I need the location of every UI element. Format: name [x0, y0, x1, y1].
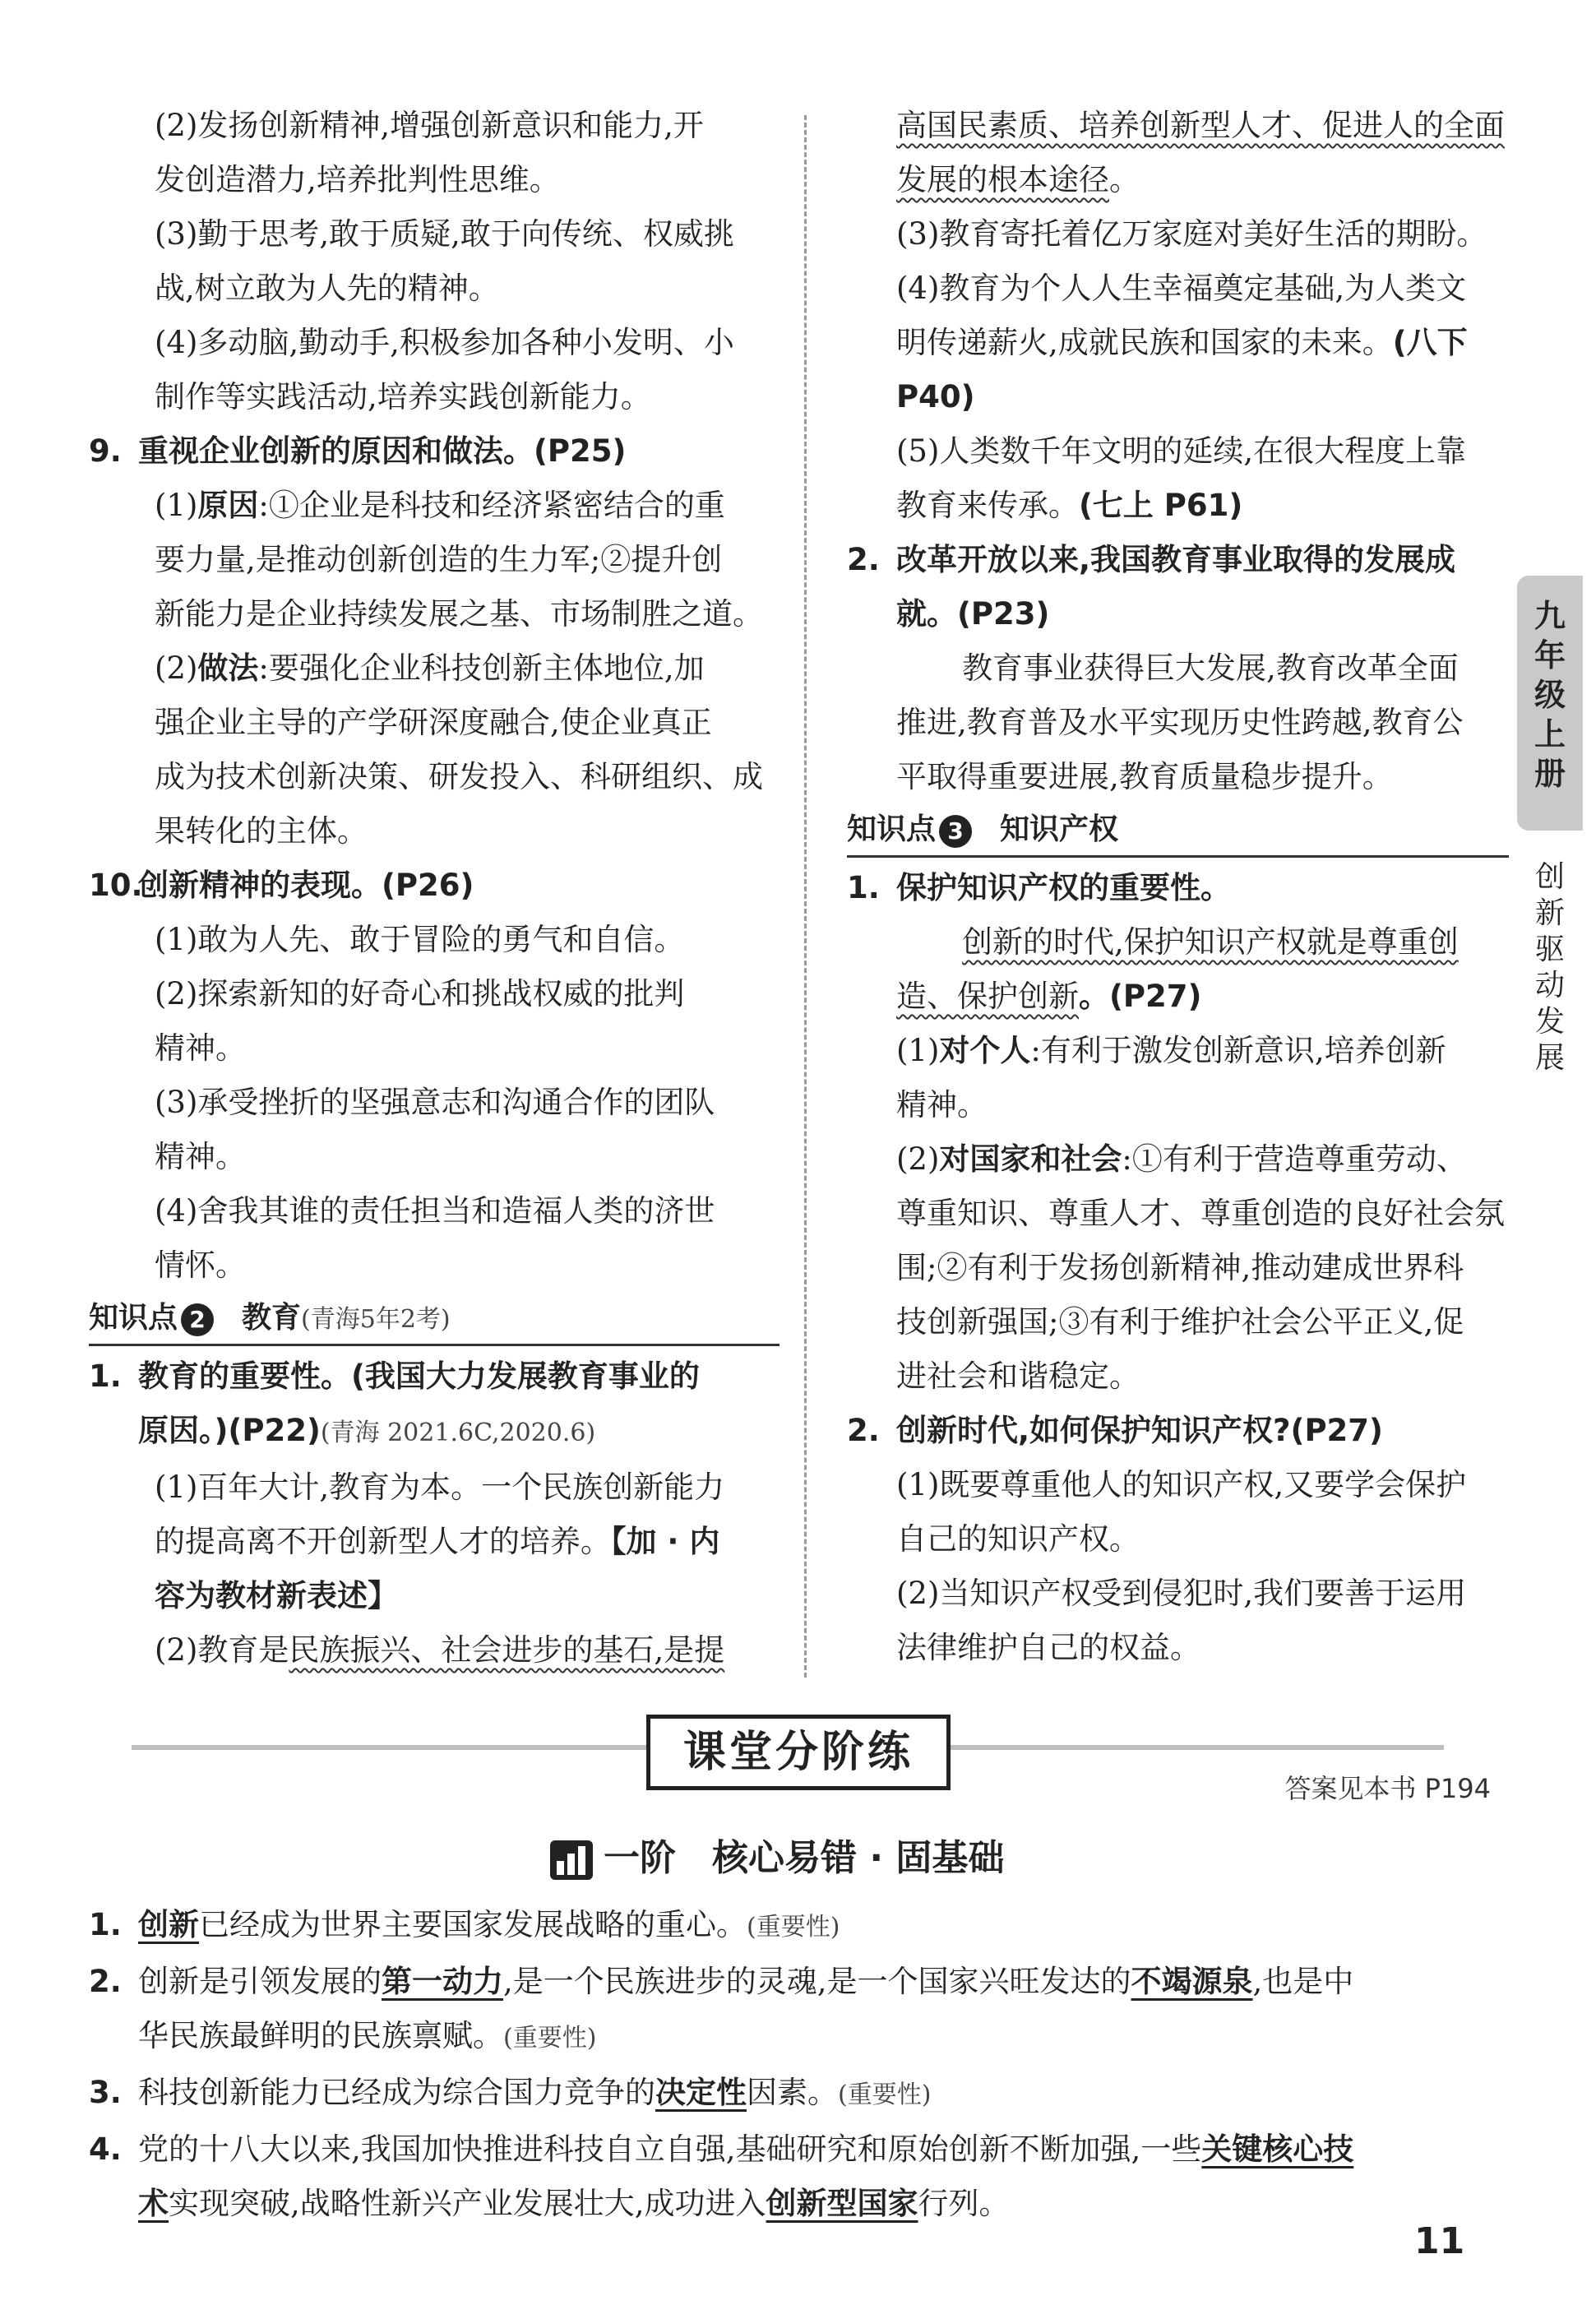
text-line [89, 1404, 779, 1460]
knowledge-point-title: 知识产权 [1000, 812, 1119, 846]
item-text: :有利于激发创新意识,培养创新 [1030, 1033, 1446, 1068]
question-title: 重视企业创新的原因和做法。 [138, 433, 534, 469]
exercise-text: 华民族最鲜明的民族禀赋。 [138, 2018, 503, 2053]
exercise-tag: (重要性) [503, 2024, 597, 2053]
answer-blank: 关键核心技 [1201, 2131, 1354, 2167]
answer-blank: 不竭源泉 [1131, 1964, 1253, 1999]
text-line: 平取得重要进展,教育质量稳步提升。 [896, 759, 1393, 794]
text-line: (3)承受挫折的坚强意志和沟通合作的团队 [155, 1085, 715, 1120]
question-title-cont: 原因。) [138, 1413, 229, 1448]
answer-blank: 创新 [138, 1907, 199, 1942]
item-text: :要强化企业科技创新主体地位,加 [258, 650, 705, 686]
question-number: 1. [847, 870, 880, 905]
knowledge-point-2-header [89, 1296, 779, 1346]
page-number: 11 [1414, 2220, 1465, 2262]
text-line [847, 479, 1509, 533]
item-index: (2) [896, 1141, 940, 1177]
text-line [847, 915, 1509, 970]
question-2-ip [847, 1404, 1509, 1458]
left-column [89, 99, 779, 1678]
banner-rule-right [951, 1745, 1444, 1750]
exercise-text: 创新是引领发展的 [138, 1964, 382, 1999]
text-line: 新能力是企业持续发展之基、市场制胜之道。 [155, 596, 763, 632]
text-line: 教育事业获得巨大发展,教育改革全面 [962, 650, 1459, 686]
question-9 [89, 424, 779, 479]
page-ref: 。(P27) [1079, 979, 1202, 1014]
text-line: 尊重知识、尊重人才、尊重创造的良好社会氛 [896, 1196, 1505, 1231]
answer-blank: 决定性 [655, 2075, 747, 2110]
item-text: :①有利于营造尊重劳动、 [1122, 1141, 1467, 1177]
key-phrase: 造、保护创新 [896, 979, 1079, 1014]
page-ref: (七上 P61) [1079, 488, 1243, 523]
exam-source: (青海5年2考) [301, 1305, 451, 1334]
text-line: 要力量,是推动创新创造的生力军;②提升创 [155, 542, 723, 577]
text-line: (1)百年大计,教育为本。一个民族创新能力 [155, 1470, 725, 1505]
knowledge-point-3-header [847, 808, 1509, 858]
item-text: 明传递薪火,成就民族和国家的未来。 [896, 325, 1393, 360]
key-phrase: 民族振兴、社会进步的基石,是提 [289, 1632, 725, 1668]
column-divider [804, 115, 807, 1678]
text-line: 发创造潜力,培养批判性思维。 [155, 162, 560, 197]
exercise-tag: (重要性) [747, 1913, 840, 1942]
text-line [847, 587, 1509, 641]
text-line: (1)既要尊重他人的知识产权,又要学会保护 [896, 1467, 1467, 1502]
exercise-text: ,是一个民族进步的灵魂,是一个国家兴旺发达的 [503, 1964, 1131, 1999]
text-line [847, 316, 1509, 370]
item-index: (2) [155, 650, 198, 686]
new-content-note: 【加 · 内 [611, 1524, 720, 1559]
item-keyword: 对个人 [939, 1033, 1031, 1068]
item-keyword: 对国家和社会 [939, 1141, 1122, 1177]
item-text: 的提高离不开创新型人才的培养。 [155, 1524, 611, 1559]
key-phrase: 创新的时代,保护知识产权就是尊重创 [962, 924, 1459, 960]
text-line: 围;②有利于发扬创新精神,推动建成世界科 [896, 1250, 1464, 1285]
question-10 [89, 859, 779, 913]
text-line: 推进,教育普及水平实现历史性跨越,教育公 [896, 705, 1464, 740]
knowledge-point-title: 教育 [242, 1301, 302, 1335]
text-line [89, 641, 779, 696]
item-index: (1) [155, 488, 198, 523]
stage-label: 一阶 [604, 1837, 676, 1879]
text-line: 强企业主导的产学研深度融合,使企业真正 [155, 705, 712, 740]
exercise-text: 实现突破,战略性新兴产业发展壮大,成功进入 [169, 2186, 766, 2221]
answer-blank: 创新型国家 [766, 2186, 918, 2221]
exercise-item [89, 2122, 1511, 2177]
question-title: 创新时代,如何保护知识产权? [896, 1413, 1291, 1448]
section-banner: 课堂分阶练 [646, 1715, 951, 1790]
text-line: (2)发扬创新精神,增强创新意识和能力,开 [155, 108, 704, 143]
text-line: 情怀。 [155, 1247, 246, 1283]
banner-rule-left [132, 1745, 646, 1750]
question-1-education [89, 1349, 779, 1404]
exercise-tag: (重要性) [838, 2081, 932, 2109]
text-line: (2)探索新知的好奇心和挑战权威的批判 [155, 976, 685, 1011]
bar-chart-icon [549, 1840, 594, 1881]
text-line: 进社会和谐稳定。 [896, 1358, 1140, 1394]
text-line: (1)敢为人先、敢于冒险的勇气和自信。 [155, 922, 685, 957]
text-line: 精神。 [155, 1030, 246, 1066]
knowledge-point-label: 知识点 [847, 812, 937, 846]
exercise-item [89, 1955, 1511, 2009]
page-ref: (P25) [534, 433, 627, 469]
text-line: (4)舍我其谁的责任担当和造福人类的济世 [155, 1193, 715, 1229]
question-title: 创新精神的表现。 [138, 868, 382, 903]
stage-title: 核心易错 · 固基础 [712, 1837, 1005, 1879]
text-line: 制作等实践活动,培养实践创新能力。 [155, 379, 651, 414]
text-line: 战,树立敢为人先的精神。 [155, 271, 499, 306]
text-line: 果转化的主体。 [155, 813, 368, 849]
text-line: 技创新强国;③有利于维护社会公平正义,促 [896, 1304, 1464, 1340]
page-ref: (P27) [1290, 1413, 1383, 1448]
question-title: 教育的重要性。(我国大力发展教育事业的 [138, 1358, 700, 1394]
text-line [847, 153, 1509, 207]
question-number: 2. [847, 542, 880, 577]
page-ref: P40) [896, 379, 975, 414]
question-number: 9. [89, 433, 122, 469]
text-line: (4)教育为个人人生幸福奠定基础,为人类文 [896, 271, 1467, 306]
question-number: 2. [847, 1413, 880, 1448]
key-phrase: 高国民素质、培养创新型人才、促进人的全面 [896, 108, 1505, 143]
exercise-text: ,也是中 [1252, 1964, 1354, 1999]
new-content-note: 容为教材新表述】 [155, 1578, 398, 1613]
answer-blank: 术 [138, 2186, 169, 2221]
exercise-item [89, 2066, 1511, 2122]
item-keyword: 原因 [197, 488, 259, 523]
exercise-number: 1. [89, 1907, 122, 1942]
key-phrase: 发展的根本途径 [896, 162, 1109, 197]
text-line [847, 1024, 1509, 1078]
item-keyword: 做法 [197, 650, 259, 686]
question-2-reform [847, 533, 1509, 587]
page-ref: (P23) [957, 596, 1050, 632]
knowledge-point-label: 知识点 [89, 1301, 178, 1335]
answer-blank: 第一动力 [382, 1964, 503, 1999]
text-line [89, 479, 779, 533]
knowledge-point-number: 2 [181, 1303, 214, 1336]
exercise-text: 已经成为世界主要国家发展战略的重心。 [199, 1907, 747, 1942]
text-line [89, 1515, 779, 1569]
stage-heading [549, 1828, 1004, 1881]
exercise-text: 因素。 [747, 2075, 838, 2110]
text-line: (5)人类数千年文明的延续,在很大程度上靠 [896, 433, 1467, 469]
side-chapter-label: 创新驱动发展 [1534, 860, 1565, 1075]
text-line: (3)教育寄托着亿万家庭对美好生活的期盼。 [896, 216, 1487, 252]
question-title: 保护知识产权的重要性。 [896, 870, 1231, 905]
exercise-item-cont [89, 2177, 1511, 2231]
text-line: 自己的知识产权。 [896, 1521, 1140, 1557]
question-1-ip [847, 861, 1509, 915]
exercise-item [89, 1898, 1511, 1955]
exercise-number: 3. [89, 2075, 122, 2110]
item-index: (1) [896, 1033, 940, 1068]
text-line: (2)当知识产权受到侵犯时,我们要善于运用 [896, 1576, 1467, 1611]
exercise-number: 4. [89, 2131, 122, 2167]
exercise-text: 党的十八大以来,我国加快推进科技自立自强,基础研究和原始创新不断加强,一些 [138, 2131, 1202, 2167]
question-title-cont: 就。 [896, 596, 957, 632]
side-grade-label: 九年级上册 [1534, 598, 1566, 792]
text-line [89, 1623, 779, 1678]
text-line: 精神。 [155, 1139, 246, 1174]
knowledge-point-number: 3 [939, 815, 972, 848]
answer-reference: 答案见本书 P194 [1284, 1773, 1491, 1804]
exercise-text: 行列。 [918, 2186, 1010, 2221]
page-ref: (八下 [1392, 325, 1468, 360]
question-number: 1. [89, 1358, 122, 1394]
exercise-item-cont [89, 2009, 1511, 2066]
text-line [847, 1132, 1509, 1187]
item-text: (2)教育是 [155, 1632, 289, 1668]
item-text: 教育来传承。 [896, 488, 1079, 523]
text-line: 成为技术创新决策、研发投入、科研组织、成 [155, 759, 763, 794]
punctuation: 。 [1109, 162, 1140, 197]
exercise-list [89, 1898, 1511, 2231]
key-phrase [847, 99, 1509, 153]
exercise-text: 科技创新能力已经成为综合国力竞争的 [138, 2075, 655, 2110]
exercise-number: 2. [89, 1964, 122, 1999]
question-title: 改革开放以来,我国教育事业取得的发展成 [896, 542, 1456, 577]
page-ref: (P26) [382, 868, 474, 903]
text-line [847, 970, 1509, 1024]
text-line: (4)多动脑,勤动手,积极参加各种小发明、小 [155, 325, 734, 360]
question-number: 10. [89, 868, 143, 903]
text-line: (3)勤于思考,敢于质疑,敢于向传统、权威挑 [155, 216, 734, 252]
text-line: 法律维护自己的权益。 [896, 1630, 1200, 1665]
exam-source: (青海 2021.6C,2020.6) [320, 1419, 596, 1447]
text-line: 精神。 [896, 1087, 988, 1122]
right-column [847, 99, 1509, 1675]
item-text: :①企业是科技和经济紧密结合的重 [258, 488, 725, 523]
page-ref: (P22) [228, 1413, 321, 1448]
